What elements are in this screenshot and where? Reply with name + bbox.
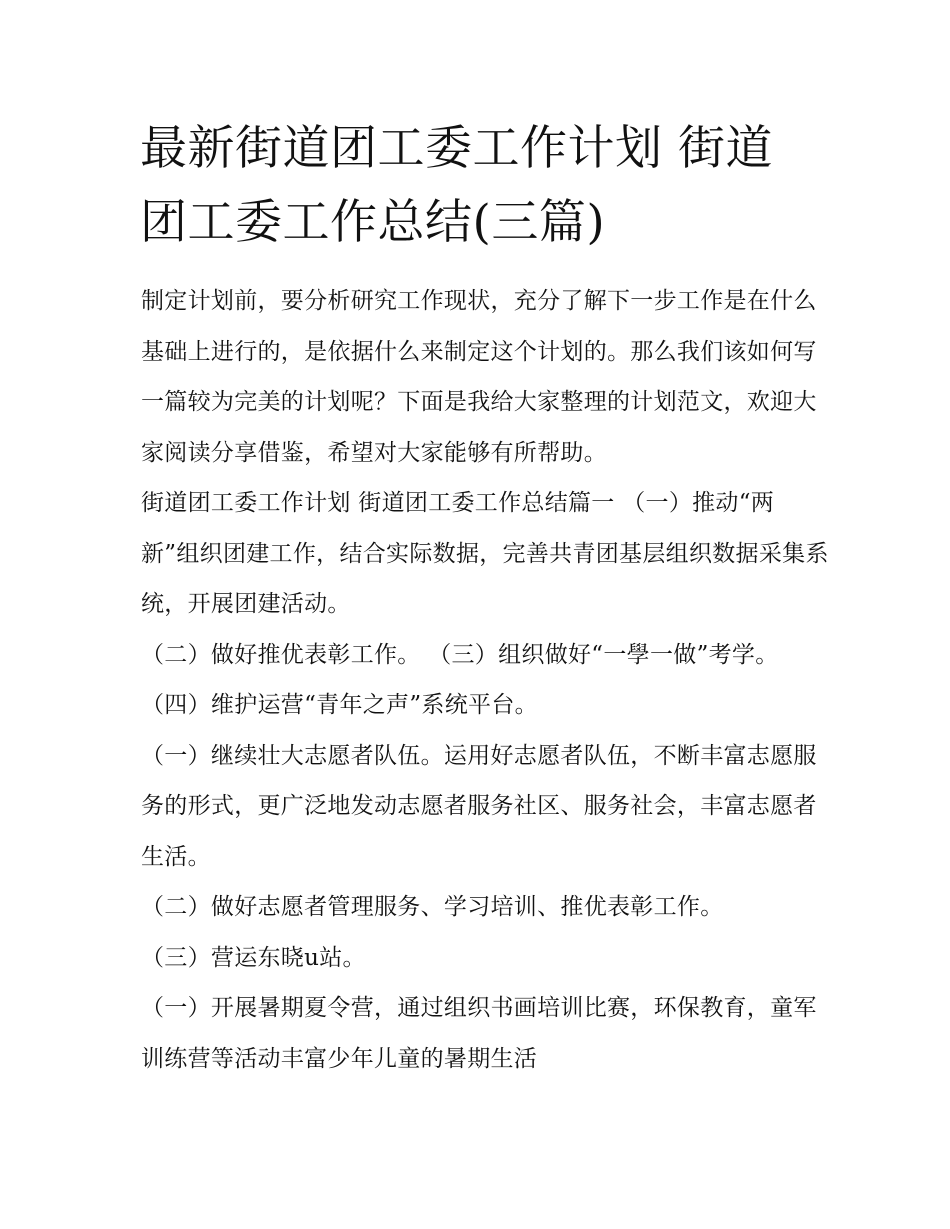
volunteer-paragraph: （一）继续壮大志愿者队伍。运用好志愿者队伍，不断丰富志愿服务的形式，更广泛地发动志愿者服务社区、服务社会，丰富志愿者生活。 xyxy=(141,742,817,870)
intro-paragraph: 制定计划前，要分析研究工作现状，充分了解下一步工作是在什么基础上进行的，是依据什么来制定这个计划的。那么我们该如何写一篇较为完美的计划呢？下面是我给大家整理的计划范文，欢迎大家阅读分享借鉴，希望对大家能够有所帮助。 xyxy=(141,288,817,466)
summer-camp-paragraph: （一）开展暑期夏令营，通过组织书画培训比赛，环保教育，童军训练营等活动丰富少年儿童的暑期生活 xyxy=(141,995,817,1072)
tasks-paragraph: （二）做好推优表彰工作。 （三）组织做好“一學一做”考学。 （四）维护运营“青年之声”系统平台。 xyxy=(141,641,779,718)
document-body xyxy=(141,276,831,1084)
section-one-paragraph: 街道团工委工作计划 街道团工委工作总结篇一 （一）推动“两新”组织团建工作，结合实际数据，完善共青团基层组织数据采集系统，开展团建活动。 xyxy=(141,490,829,617)
u-station-paragraph: （三）营运东晓u站。 xyxy=(141,944,366,971)
volunteer-management-paragraph: （二）做好志愿者管理服务、学习培训、推优表彰工作。 xyxy=(141,894,724,920)
document-title: 最新街道团工委工作计划 街道团工委工作总结(三篇) xyxy=(140,121,773,250)
